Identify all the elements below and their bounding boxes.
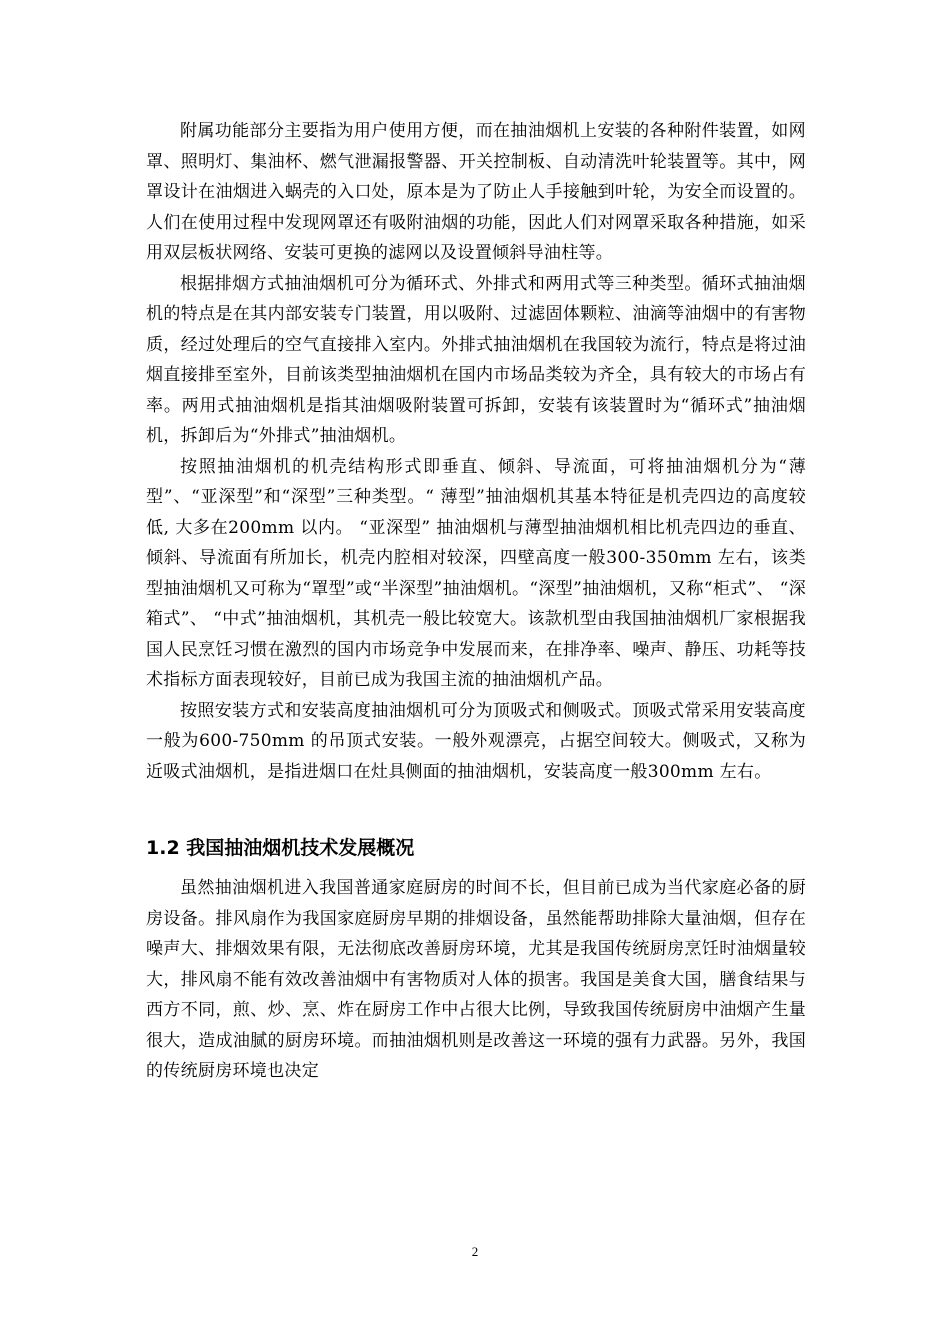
paragraph-development-overview: 虽然抽油烟机进入我国普通家庭厨房的时间不长，但目前已成为当代家庭必备的厨房设备。排风扇作为我国家庭厨房早期的排烟设备，虽然能帮助排除大量油烟，但存在噪声大、排烟效果有限，无法彻底改善厨房环境，尤其是我国传统厨房烹饪时油烟量较大，排风扇不能有效改善油烟中有害物质对人体的损害。我国是美食大国，膳食结果与西方不同，煎、炒、烹、炸在厨房工作中占很大比例，导致我国传统厨房中油烟产生量很大，造成油腻的厨房环境。而抽油烟机则是改善这一环境的强有力武器。另外，我国的传统厨房环境也决定 [146,878,806,1081]
page-body [146,116,806,1087]
page-number: 2 [471,1244,479,1259]
paragraph-installation-method: 按照安装方式和安装高度抽油烟机可分为顶吸式和侧吸式。顶吸式常采用安装高度一般为600-750mm 的吊顶式安装。一般外观漂亮，占据空间较大。侧吸式，又称为近吸式油烟机，是指进烟口在灶具侧面的抽油烟机，安装高度一般300mm 左右。 [146,700,806,782]
paragraph-housing-structure: 按照抽油烟机的机壳结构形式即垂直、倾斜、导流面，可将抽油烟机分为“薄型”、“亚深型”和“深型”三种类型。“ 薄型”抽油烟机其基本特征是机壳四边的高度较低, 大多在200mm 以内。 “亚深型” 抽油烟机与薄型抽油烟机相比机壳四边的垂直、倾斜、导流面有所加长，机壳内腔相对较深，四壁高度一般300-350mm 左右，该类型抽油烟机又可称为“罩型”或“半深型”抽油烟机。“深型”抽油烟机，又称“柜式”、 “深箱式”、 “中式”抽油烟机，其机壳一般比较宽大。该款机型由我国抽油烟机厂家根据我国人民烹饪习惯在激烈的国内市场竞争中发展而来，在排净率、噪声、静压、功耗等技术指标方面表现较好，目前已成为我国主流的抽油烟机产品。 [146,456,806,690]
paragraph-accessory-functions: 附属功能部分主要指为用户使用方便，而在抽油烟机上安装的各种附件装置，如网罩、照明灯、集油杯、燃气泄漏报警器、开关控制板、自动清洗叶轮装置等。其中，网罩设计在油烟进入蜗壳的入口处，原本是为了防止人手接触到叶轮，为安全而设置的。人们在使用过程中发现网罩还有吸附油烟的功能，因此人们对网罩采取各种措施，如采用双层板状网络、安装可更换的滤网以及设置倾斜导油柱等。 [146,121,806,263]
section-heading: 1.2 我国抽油烟机技术发展概况 [146,837,415,859]
paragraph-exhaust-types: 根据排烟方式抽油烟机可分为循环式、外排式和两用式等三种类型。循环式抽油烟机的特点是在其内部安装专门装置，用以吸附、过滤固体颗粒、油滴等油烟中的有害物质，经过处理后的空气直接排入室内。外排式抽油烟机在我国较为流行，特点是将过油烟直接排至室外，目前该类型抽油烟机在国内市场品类较为齐全，具有较大的市场占有率。两用式抽油烟机是指其油烟吸附装置可拆卸，安装有该装置时为“循环式”抽油烟机，拆卸后为“外排式”抽油烟机。 [146,273,806,446]
